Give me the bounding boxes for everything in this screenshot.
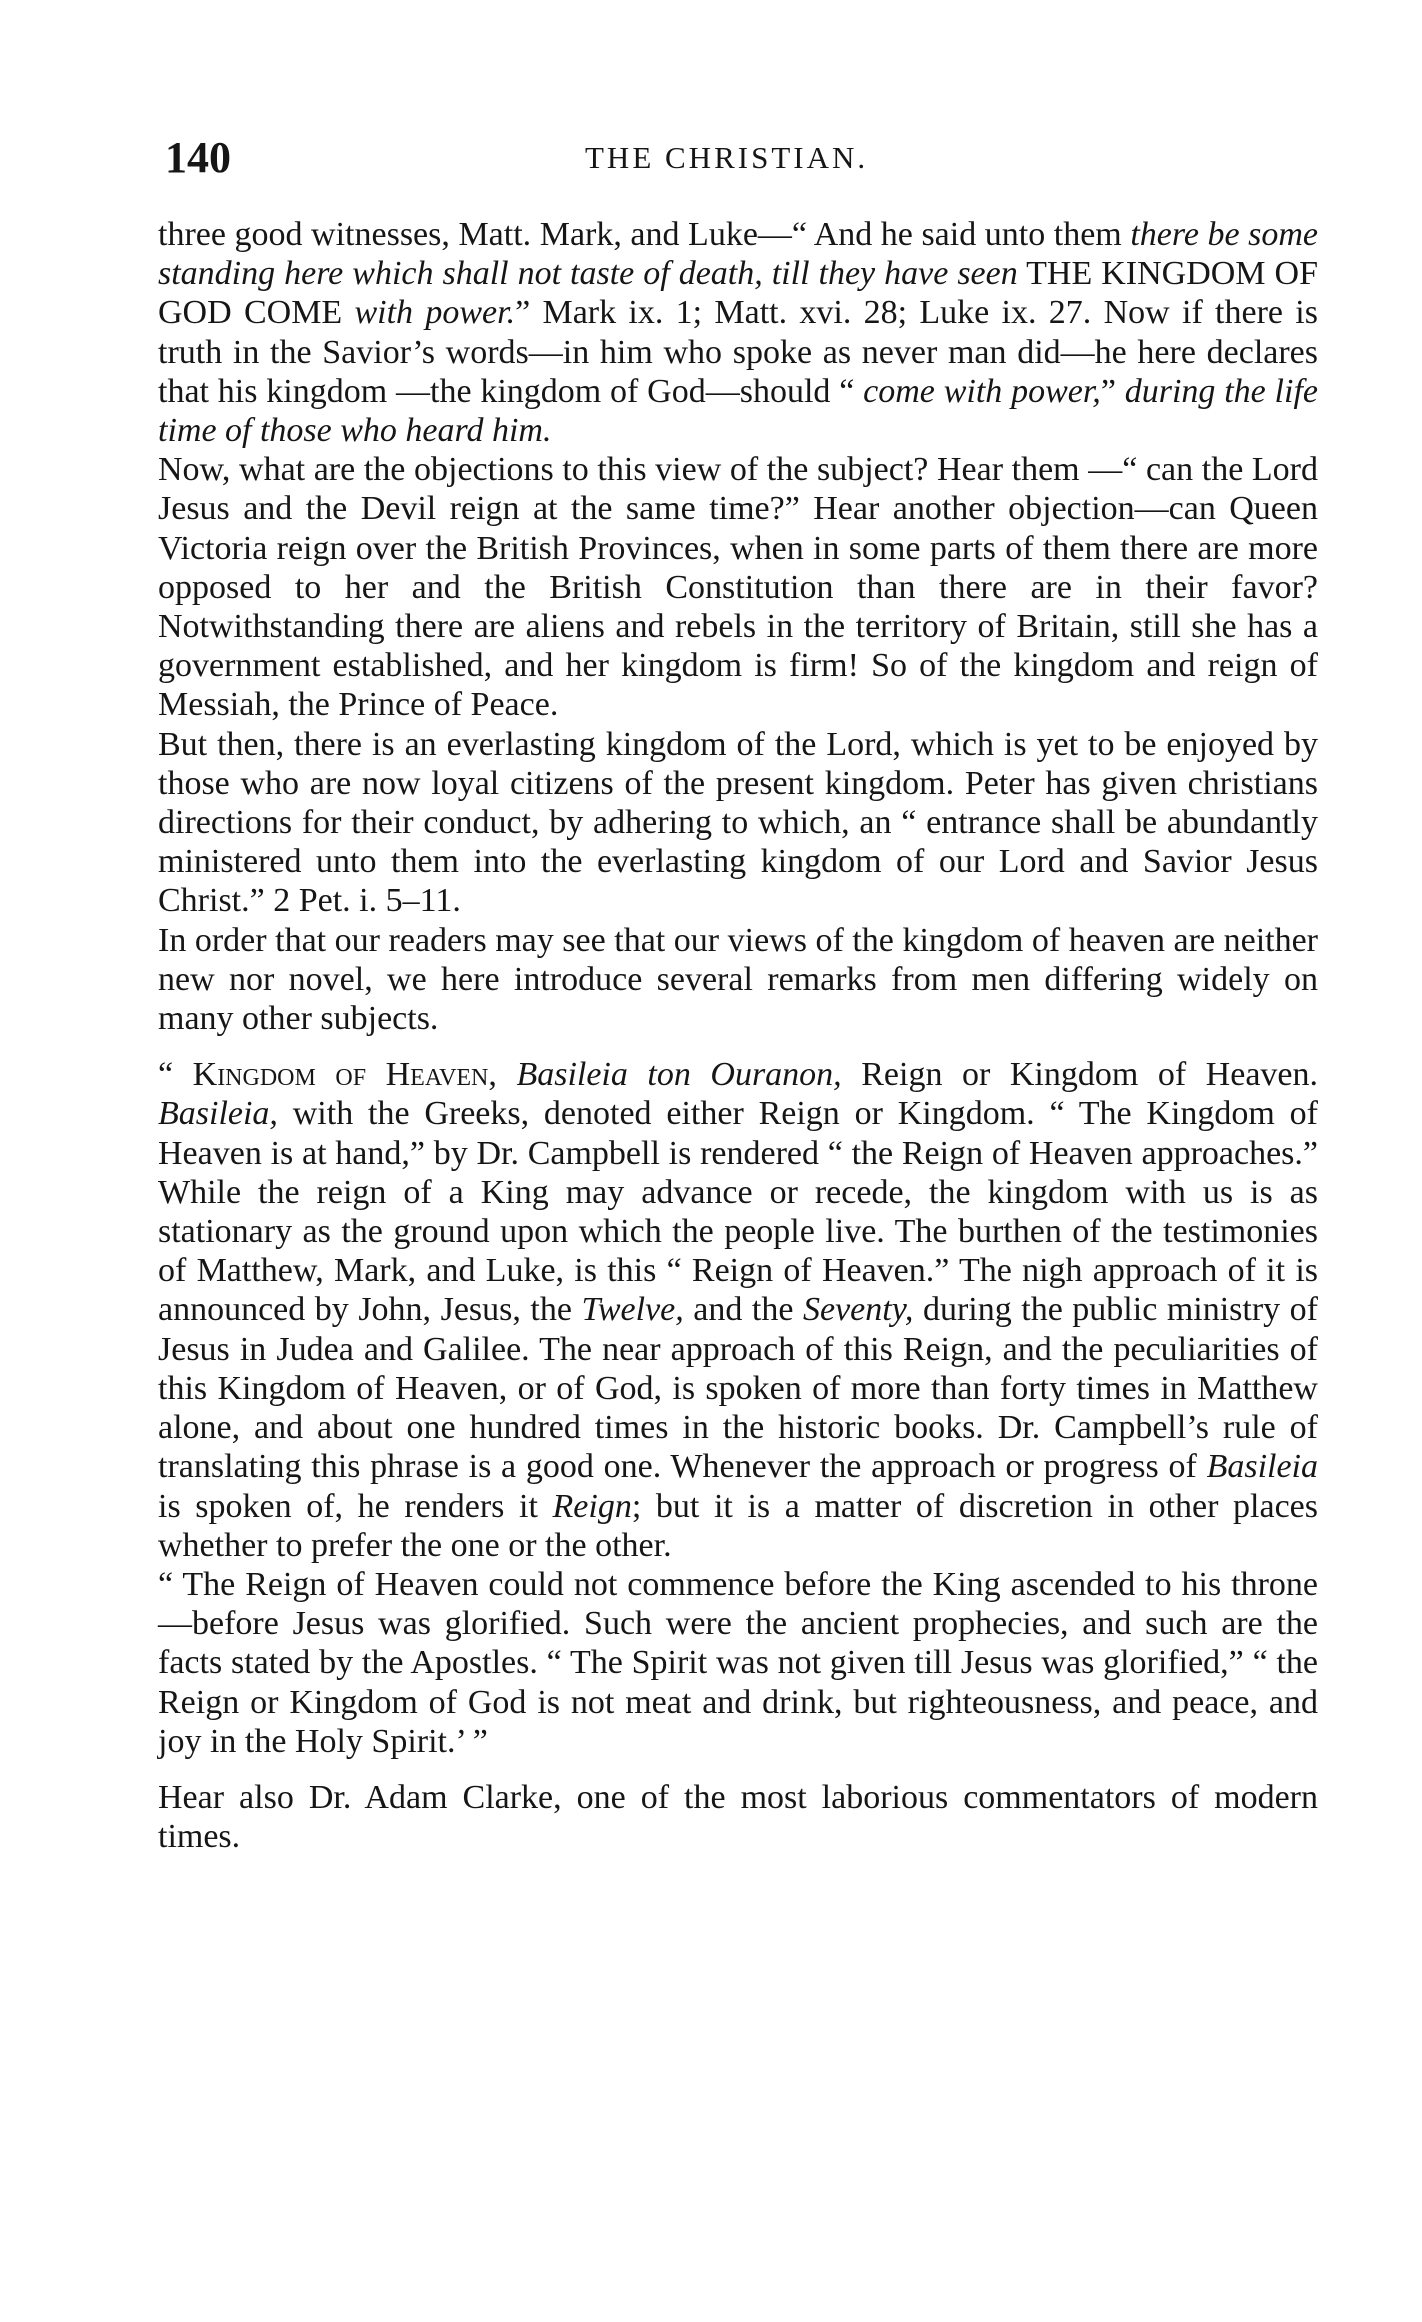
text-span: ” Mark ix. 1; Matt. xvi. 28; Luke ix. 27. Now if there is truth in the Savior’s words—in him who spoke as never man did—he here declares that his kingdom —the kingdom of God—should “: [158, 294, 1318, 410]
text-span: during the public ministry of Jesus in Judea and Galilee. The near approach of this Reign, and the peculiarities of this Kingdom of Heaven, or of God, is spoken of more than forty times in Matthew alone, and about one hundred times in the historic books. Dr. Campbell’s rule of translating this phrase is a good one. Whenever the approach or progress of: [158, 1291, 1319, 1486]
text-span: and the: [683, 1291, 803, 1329]
paragraph-objections: Now, what are the objections to this view of the subject? Hear them —“ can the Lord Jesus and the Devil reign at the same time?” Hear another objection—can Queen Victoria reign over the British Provinces, when in some parts of them there are more opposed to her and the British Constitution than there are in their favor? Notwithstanding there are aliens and rebels in the territory of Britain, still she has a government established, and her kingdom is firm! So of the kingdom and reign of Messiah, the Prince of Peace.: [158, 451, 1318, 724]
italic-phrase: Seventy,: [802, 1291, 914, 1329]
italic-phrase: during the life time of those who heard him.: [158, 372, 1318, 450]
italic-phrase: Basileia: [1206, 1448, 1318, 1486]
text-span: three good witnesses, Matt. Mark, and Luke—“ And he said unto them: [158, 216, 1131, 253]
paragraph-adam-clarke: Hear also Dr. Adam Clarke, one of the most laborious commentators of modern times.: [158, 1778, 1318, 1856]
italic-phrase: Reign: [552, 1487, 632, 1525]
italic-phrase: come with power,: [863, 372, 1101, 410]
paragraph-kingdom-of-heaven: [158, 1055, 1318, 1565]
paragraph-witnesses: [158, 215, 1318, 450]
paragraph-views: In order that our readers may see that our views of the kingdom of heaven are neither new nor novel, we here introduce several remarks from men differing widely on many other subjects.: [158, 921, 1318, 1038]
paragraph-everlasting-kingdom: But then, there is an everlasting kingdom of the Lord, which is yet to be enjoyed by those who are now loyal citizens of the present kingdom. Peter has given christians directions for their conduct, by adhering to which, an “ entrance shall be abundantly ministered unto them into the everlasting kingdom of our Lord and Savior Jesus Christ.” 2 Pet. i. 5–11.: [158, 725, 1318, 920]
text-span: Reign or Kingdom of Heaven.: [841, 1056, 1319, 1094]
small-caps-phrase: Kingdom of Heaven,: [192, 1056, 497, 1094]
page-header: [165, 132, 1325, 180]
text-span: ; but it is a matter of discretion in other places whether to prefer the one or the other.: [158, 1487, 1318, 1564]
body-text: [158, 215, 1318, 1856]
italic-phrase: Basileia ton Ouranon,: [516, 1056, 842, 1094]
italic-quote: there be some standing here which shall not taste of death, till they have seen: [158, 216, 1318, 293]
italic-phrase: Basileia,: [158, 1095, 278, 1133]
italic-phrase: with power.: [354, 294, 516, 332]
text-span: [497, 1056, 517, 1093]
text-span: is spoken of, he renders it: [158, 1487, 553, 1525]
text-span: ”: [1100, 372, 1125, 410]
small-caps-phrase: THE KINGDOM OF GOD COME: [158, 255, 1318, 332]
running-title: THE CHRISTIAN.: [585, 140, 869, 175]
paragraph-reign-of-heaven: “ The Reign of Heaven could not commence before the King ascended to his throne—before Jesus was glorified. Such were the ancient prophecies, and such are the facts stated by the Apostles. “ The Spirit was not given till Jesus was glorified,” “ the Reign or Kingdom of God is not meat and drink, but righteousness, and peace, and joy in the Holy Spirit.’ ”: [158, 1565, 1318, 1760]
text-span: “: [158, 1056, 193, 1094]
text-span: with the Greeks, denoted either Reign or Kingdom. “ The Kingdom of Heaven is at hand,” by Dr. Campbell is rendered “ the Reign of Heaven approaches.” While the reign of a King may advance or recede, the kingdom with us is as stationary as the ground upon which the people live. The burthen of the testimonies of Matthew, Mark, and Luke, is this “ Reign of Heaven.” The nigh approach of it is announced by John, Jesus, the: [158, 1095, 1318, 1329]
italic-phrase: Twelve,: [581, 1291, 684, 1329]
page-number: 140: [165, 133, 231, 182]
